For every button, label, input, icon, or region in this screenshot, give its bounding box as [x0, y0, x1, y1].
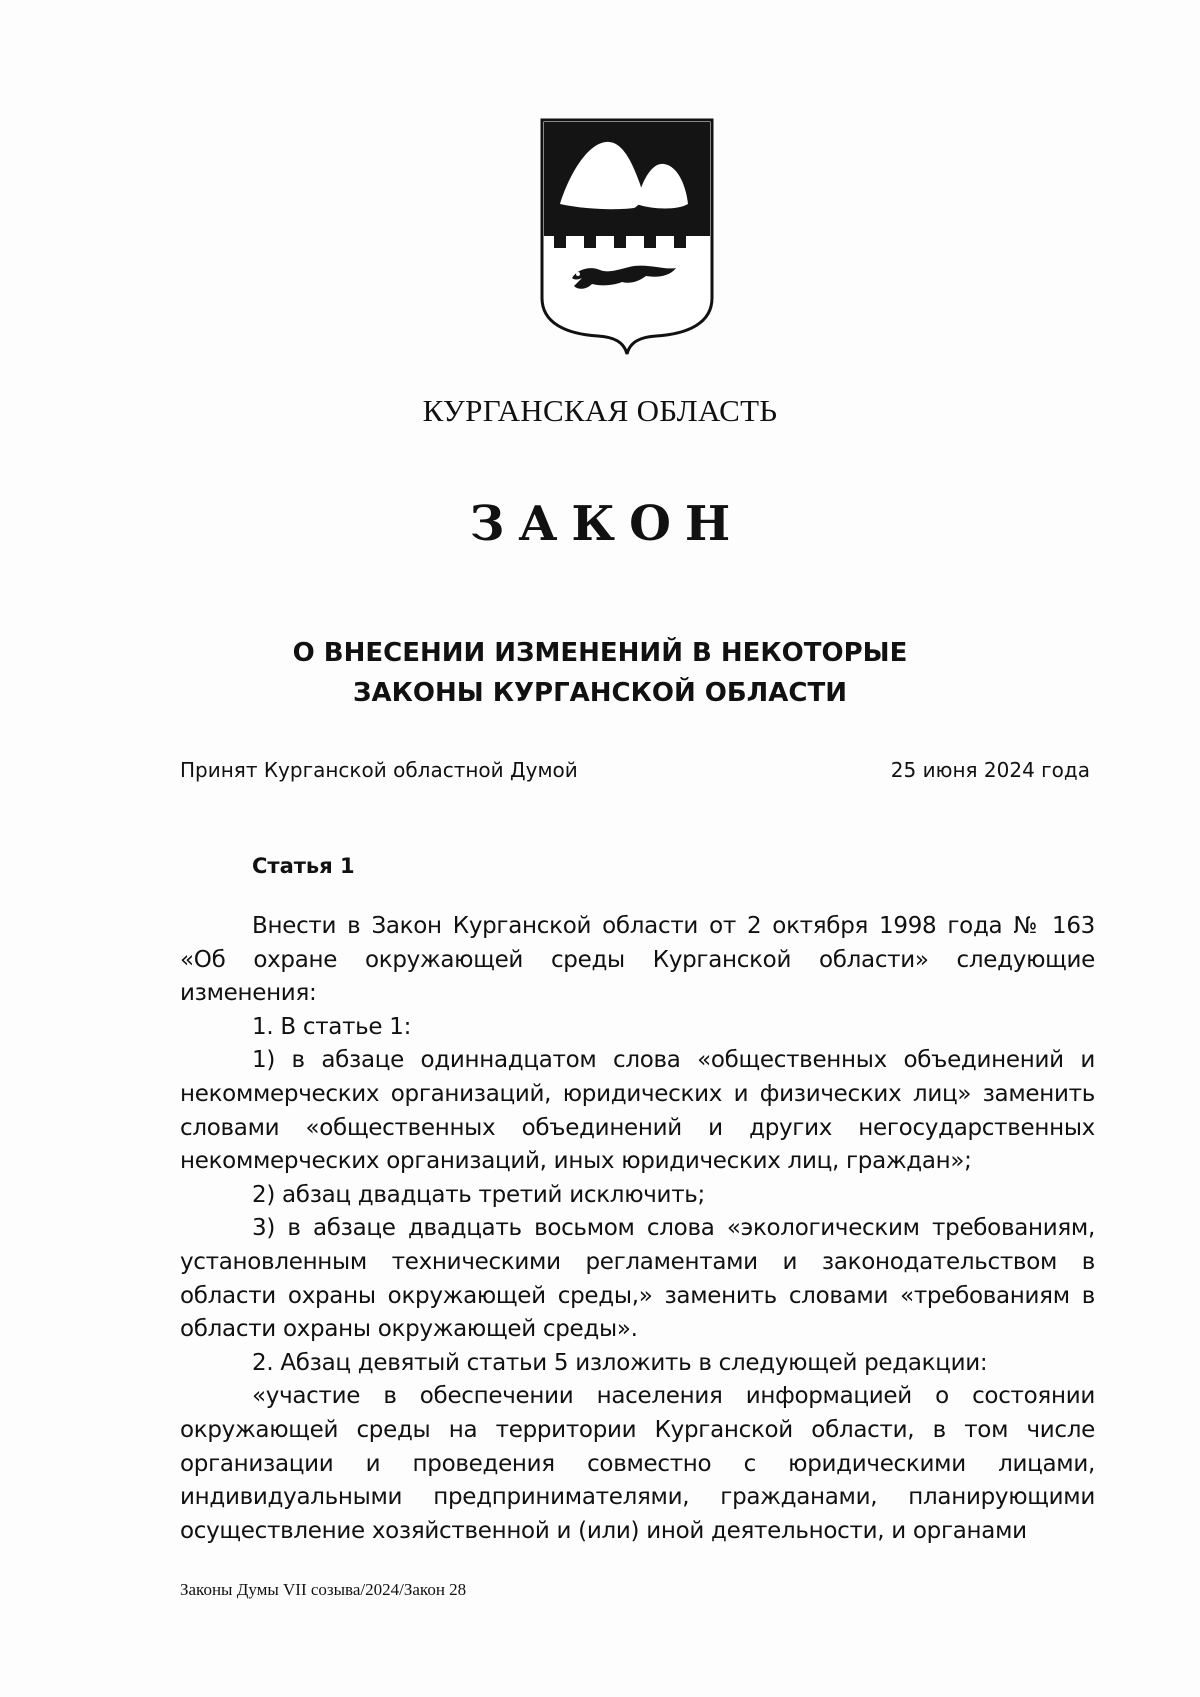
coat-of-arms-icon — [538, 118, 716, 360]
law-title — [0, 633, 1200, 713]
adoption-info — [180, 758, 1090, 788]
article-body — [180, 910, 1095, 1548]
paragraph: Внести в Закон Курганской области от 2 октября 1998 года № 163 «Об охране окружающей среды Курганской области» следующие изменения: — [180, 913, 1095, 1007]
paragraph: 1. В статье 1: — [252, 1013, 412, 1040]
article-heading: Статья 1 — [252, 854, 355, 878]
footer-reference: Законы Думы VII созыва/2024/Закон 28 — [180, 1580, 467, 1599]
law-title-line-1: О ВНЕСЕНИИ ИЗМЕНЕНИЙ В НЕКОТОРЫЕ — [292, 638, 908, 668]
adopted-date: 25 июня 2024 года — [890, 758, 1090, 782]
law-title-line-2: ЗАКОНЫ КУРГАНСКОЙ ОБЛАСТИ — [353, 678, 847, 708]
paragraph: 2. Абзац девятый статьи 5 изложить в следующей редакции: — [252, 1349, 988, 1376]
adopted-by: Принят Курганской областной Думой — [180, 758, 578, 782]
paragraph: 3) в абзаце двадцать восьмом слова «экологическим требованиям, установленным техническими регламентами и законодательством в области охраны окружающей среды,» заменить словами «требованиям в области охраны окружающей среды». — [180, 1215, 1095, 1343]
paragraph: «участие в обеспечении населения информацией о состоянии окружающей среды на территории Курганской области, в том числе организации и проведения совместно с юридическими лицами, индивидуальными предпринимателями, гражданами, планирующими осуществление хозяйственной и (или) иной деятельности, и органами — [180, 1383, 1095, 1544]
document-type: ЗАКОН — [469, 496, 745, 552]
paragraph: 1) в абзаце одиннадцатом слова «общественных объединений и некоммерческих организаций, юридических и физических лиц» заменить словами «общественных объединений и других негосударственных некоммерческих организаций, иных юридических лиц, граждан»; — [180, 1047, 1095, 1175]
paragraph: 2) абзац двадцать третий исключить; — [252, 1181, 705, 1208]
region-title: КУРГАНСКАЯ ОБЛАСТЬ — [422, 393, 778, 428]
